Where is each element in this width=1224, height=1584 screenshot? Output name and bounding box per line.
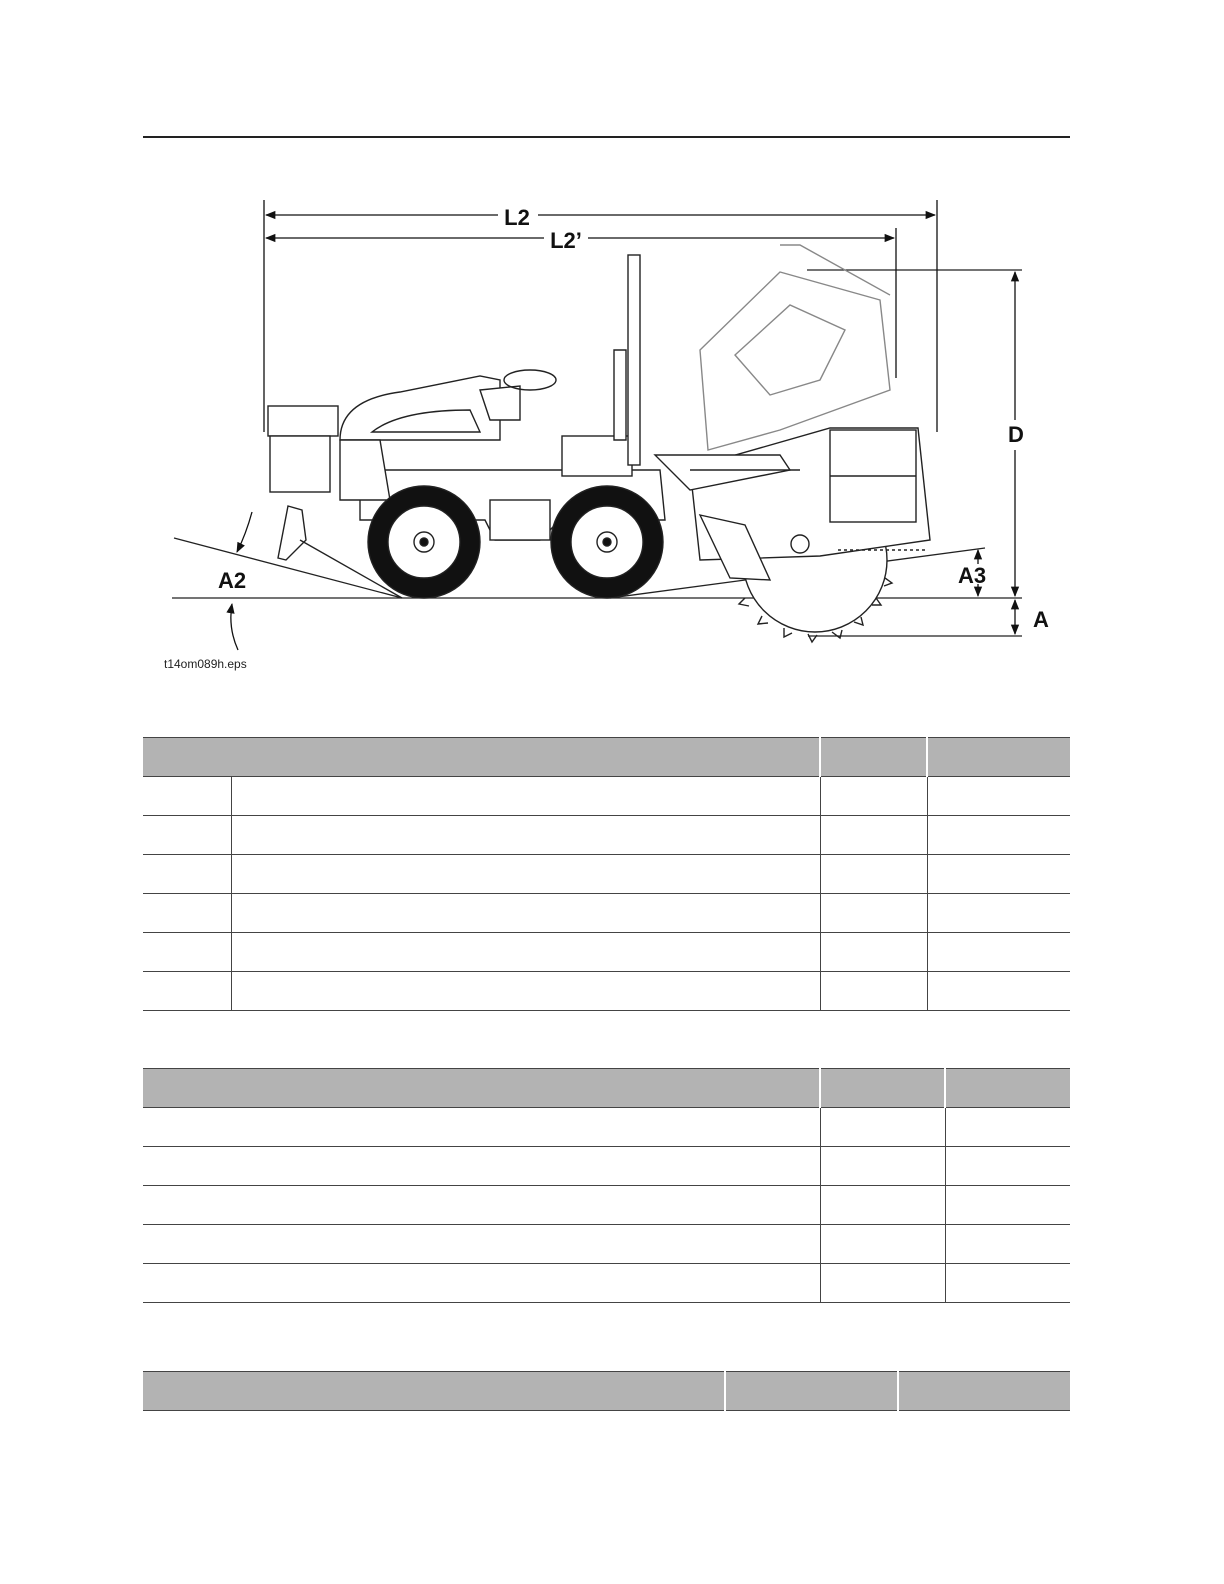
label-a3: A3 [957,563,987,588]
label-l2-prime: L2’ [550,228,582,253]
table-row [143,816,1070,855]
header-cell [898,1372,1070,1411]
label-l2: L2 [504,205,530,230]
table-row [143,894,1070,933]
header-cell [143,1069,820,1108]
header-cell [820,1069,945,1108]
label-a2: A2 [217,568,247,593]
trencher-machine [268,245,930,642]
table-header [143,1372,1070,1411]
table-row [143,1186,1070,1225]
table-row [143,1264,1070,1303]
header-cell [945,1069,1070,1108]
front-wheel [368,486,480,598]
table-row [143,777,1070,816]
header-cell [927,738,1070,777]
figure-filename: t14om089h.eps [164,657,247,671]
header-cell [143,738,820,777]
table-row [143,933,1070,972]
table-row [143,972,1070,1011]
spec-table-2 [143,1068,1070,1303]
label-a: A [1033,607,1049,632]
saw-raised-position [700,245,890,450]
header-cell [143,1372,725,1411]
table-header [143,1069,1070,1108]
table-row [143,1108,1070,1147]
table-row [143,855,1070,894]
machine-dimension-diagram [150,180,1070,680]
header-cell [725,1372,898,1411]
header-cell [820,738,927,777]
table-row [143,1147,1070,1186]
spec-table-3 [143,1371,1070,1411]
rear-wheel [551,486,663,598]
spec-table-1 [143,737,1070,1011]
dimension-l2 [264,200,937,432]
top-rule [143,136,1070,138]
table-row [143,1225,1070,1264]
label-d: D [1008,422,1024,447]
table-header [143,738,1070,777]
